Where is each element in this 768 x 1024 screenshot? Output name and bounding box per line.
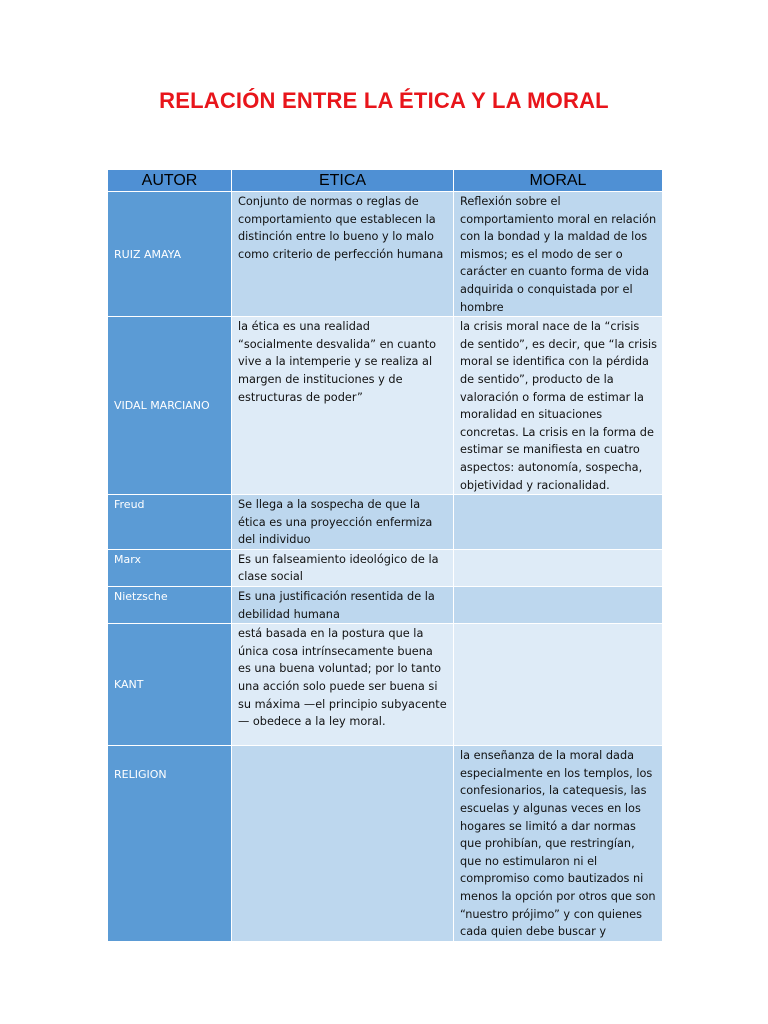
header-etica: ETICA bbox=[232, 170, 454, 192]
moral-cell: la crisis moral nace de la “crisis de sentido”, es decir, que “la crisis moral se identifica con la pérdida de sentido”, producto de la valoración o forma de estimar la moralidad en situaciones concretas. La crisis en la forma de estimar se manifiesta en cuatro aspectos: autonomía, sospecha, objetividad y racionalidad. bbox=[454, 317, 663, 495]
table-row bbox=[108, 624, 663, 746]
author-cell: VIDAL MARCIANO bbox=[108, 317, 232, 495]
moral-cell bbox=[454, 549, 663, 586]
header-autor: AUTOR bbox=[108, 170, 232, 192]
etica-cell: Se llega a la sospecha de que la ética es una proyección enfermiza del individuo bbox=[232, 495, 454, 550]
etica-cell: está basada en la postura que la única cosa intrínsecamente buena es una buena voluntad; por lo tanto una acción solo puede ser buena si su máxima —el principio subyacente— obedece a la ley moral. bbox=[232, 624, 454, 746]
table-row bbox=[108, 549, 663, 586]
author-cell: KANT bbox=[108, 624, 232, 746]
author-cell: Nietzsche bbox=[108, 587, 232, 624]
author-cell: RELIGION bbox=[108, 746, 232, 942]
table-row bbox=[108, 587, 663, 624]
moral-cell bbox=[454, 587, 663, 624]
table-row bbox=[108, 317, 663, 495]
ethics-moral-table bbox=[107, 169, 663, 942]
table-row bbox=[108, 495, 663, 550]
etica-cell: Es un falseamiento ideológico de la clase social bbox=[232, 549, 454, 586]
table-row bbox=[108, 192, 663, 317]
moral-cell: la enseñanza de la moral dada especialmente en los templos, los confesionarios, la catequesis, las escuelas y algunas veces en los hogares se limitó a dar normas que prohibían, que restringían, que no estimularon ni el compromiso como bautizados ni menos la opción por otros que son “nuestro prójimo” y con quienes cada quien debe buscar y bbox=[454, 746, 663, 942]
page-title: RELACIÓN ENTRE LA ÉTICA Y LA MORAL bbox=[159, 88, 609, 113]
etica-cell: la ética es una realidad “socialmente desvalida” en cuanto vive a la intemperie y se realiza al margen de instituciones y de estructuras de poder” bbox=[232, 317, 454, 495]
author-cell: Marx bbox=[108, 549, 232, 586]
etica-cell bbox=[232, 746, 454, 942]
etica-cell: Conjunto de normas o reglas de comportamiento que establecen la distinción entre lo bueno y lo malo como criterio de perfección humana bbox=[232, 192, 454, 317]
moral-cell bbox=[454, 624, 663, 746]
moral-cell bbox=[454, 495, 663, 550]
header-moral: MORAL bbox=[454, 170, 663, 192]
table-row bbox=[108, 746, 663, 942]
table-header-row bbox=[108, 170, 663, 192]
author-cell: RUIZ AMAYA bbox=[108, 192, 232, 317]
moral-cell: Reflexión sobre el comportamiento moral en relación con la bondad y la maldad de los mismos; es el modo de ser o carácter en cuanto forma de vida adquirida o conquistada por el hombre bbox=[454, 192, 663, 317]
author-cell: Freud bbox=[108, 495, 232, 550]
etica-cell: Es una justificación resentida de la debilidad humana bbox=[232, 587, 454, 624]
